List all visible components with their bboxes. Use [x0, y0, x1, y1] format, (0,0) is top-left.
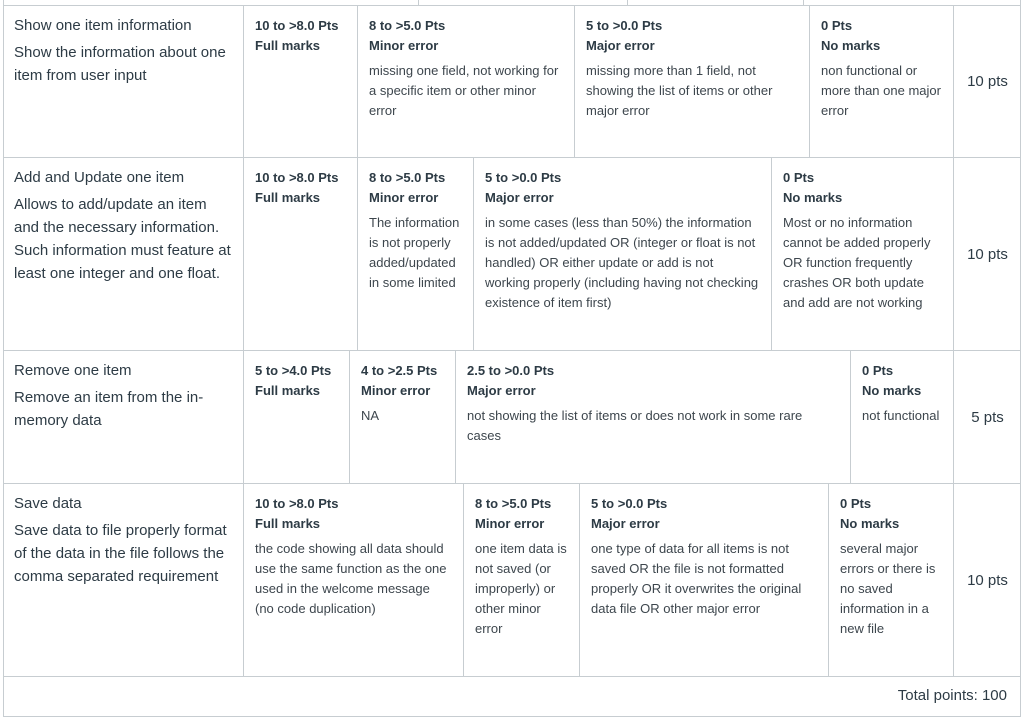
criterion-title: Save data: [14, 495, 82, 512]
rating-cell: [772, 158, 953, 350]
rating-description: not functional: [862, 408, 940, 423]
rating-points: 10 to >8.0 Pts: [255, 18, 339, 33]
rating-cell: [580, 484, 829, 676]
rating-label: Major error: [485, 190, 554, 205]
criterion-cell: [3, 6, 244, 157]
criterion-cell: [3, 158, 244, 350]
rating-description: the code showing all data should use the same function as the one used in the welcome message (no code duplication): [255, 541, 447, 616]
rating-description: non functional or more than one major error: [821, 63, 941, 118]
rating-points: 10 to >8.0 Pts: [255, 170, 339, 185]
rating-label: Major error: [591, 516, 660, 531]
rating-cell: [244, 351, 350, 483]
rating-points: 4 to >2.5 Pts: [361, 363, 438, 378]
rating-points: 0 Pts: [783, 170, 815, 185]
criterion-cell: [3, 351, 244, 483]
rating-label: No marks: [821, 38, 881, 53]
rating-points: 0 Pts: [840, 496, 872, 511]
rating-cell: [350, 351, 456, 483]
rating-cell: [829, 484, 953, 676]
rating-description: in some cases (less than 50%) the information is not added/updated OR (integer or float is not handled) OR either update or add is not working properly (including having not checking existence of item first): [485, 215, 759, 310]
rating-label: Major error: [467, 383, 536, 398]
rating-cell: [474, 158, 772, 350]
total-row: [3, 677, 1021, 717]
rating-cell: [358, 158, 474, 350]
rating-label: Minor error: [361, 383, 431, 398]
rating-label: Major error: [586, 38, 655, 53]
rating-cell: [244, 6, 358, 157]
rating-cell: [575, 6, 810, 157]
rating-description: one type of data for all items is not saved OR the file is not formatted properly OR it overwrites the original data file OR other major error: [591, 541, 802, 616]
rating-description: Most or no information cannot be added properly OR function frequently crashes OR both update and add are not working: [783, 215, 931, 310]
rating-cell: [244, 158, 358, 350]
rating-points: 5 to >0.0 Pts: [591, 496, 668, 511]
rating-cell: [456, 351, 851, 483]
criterion-cell: [3, 484, 244, 676]
rating-points: 5 to >4.0 Pts: [255, 363, 332, 378]
rating-cell: [464, 484, 580, 676]
criterion-points: 10 pts: [953, 484, 1021, 676]
rating-description: one item data is not saved (or improperly) or other minor error: [475, 541, 567, 636]
ratings: [244, 351, 953, 483]
rating-description: missing more than 1 field, not showing the list of items or other major error: [586, 63, 773, 118]
rating-points: 0 Pts: [862, 363, 894, 378]
rating-cell: [851, 351, 953, 483]
criterion-points: 5 pts: [953, 351, 1021, 483]
rating-description: not showing the list of items or does not work in some rare cases: [467, 408, 803, 443]
rating-points: 2.5 to >0.0 Pts: [467, 363, 555, 378]
criterion-row: [3, 484, 1021, 677]
criterion-description: Show the information about one item from user input: [14, 44, 226, 84]
rating-label: Minor error: [475, 516, 545, 531]
rating-points: 0 Pts: [821, 18, 853, 33]
criterion-title: Remove one item: [14, 362, 132, 379]
rating-points: 10 to >8.0 Pts: [255, 496, 339, 511]
criterion-row: [3, 5, 1021, 158]
criterion-description: Remove an item from the in-memory data: [14, 389, 204, 429]
rating-label: Full marks: [255, 190, 321, 205]
rating-points: 5 to >0.0 Pts: [485, 170, 562, 185]
rating-label: Minor error: [369, 38, 439, 53]
rating-label: No marks: [840, 516, 900, 531]
criterion-row: [3, 351, 1021, 484]
rating-label: Full marks: [255, 38, 321, 53]
criterion-description: Save data to file properly format of the data in the file follows the comma separated requirement: [14, 522, 227, 585]
rating-points: 8 to >5.0 Pts: [369, 18, 446, 33]
rating-points: 5 to >0.0 Pts: [586, 18, 663, 33]
criterion-description: Allows to add/update an item and the necessary information. Such information must feature at least one integer and one float.: [14, 196, 231, 282]
rating-label: No marks: [862, 383, 922, 398]
rating-description: missing one field, not working for a specific item or other minor error: [369, 63, 559, 118]
criterion-points: 10 pts: [953, 158, 1021, 350]
rating-label: Full marks: [255, 383, 321, 398]
rating-points: 8 to >5.0 Pts: [369, 170, 446, 185]
criterion-title: Add and Update one item: [14, 169, 185, 186]
rating-label: No marks: [783, 190, 843, 205]
criterion-points: 10 pts: [953, 6, 1021, 157]
ratings: [244, 158, 953, 350]
rating-label: Full marks: [255, 516, 321, 531]
total-points: Total points: 100: [897, 687, 1007, 704]
rating-cell: [358, 6, 575, 157]
rating-label: Minor error: [369, 190, 439, 205]
ratings: [244, 6, 953, 157]
rating-description: The information is not properly added/updated in some limited: [369, 215, 460, 290]
rating-points: 8 to >5.0 Pts: [475, 496, 552, 511]
criterion-title: Show one item information: [14, 17, 192, 34]
rating-cell: [244, 484, 464, 676]
criterion-row: [3, 158, 1021, 351]
rating-description: NA: [361, 408, 380, 423]
rating-description: several major errors or there is no saved information in a new file: [840, 541, 936, 636]
rating-cell: [810, 6, 953, 157]
ratings: [244, 484, 953, 676]
